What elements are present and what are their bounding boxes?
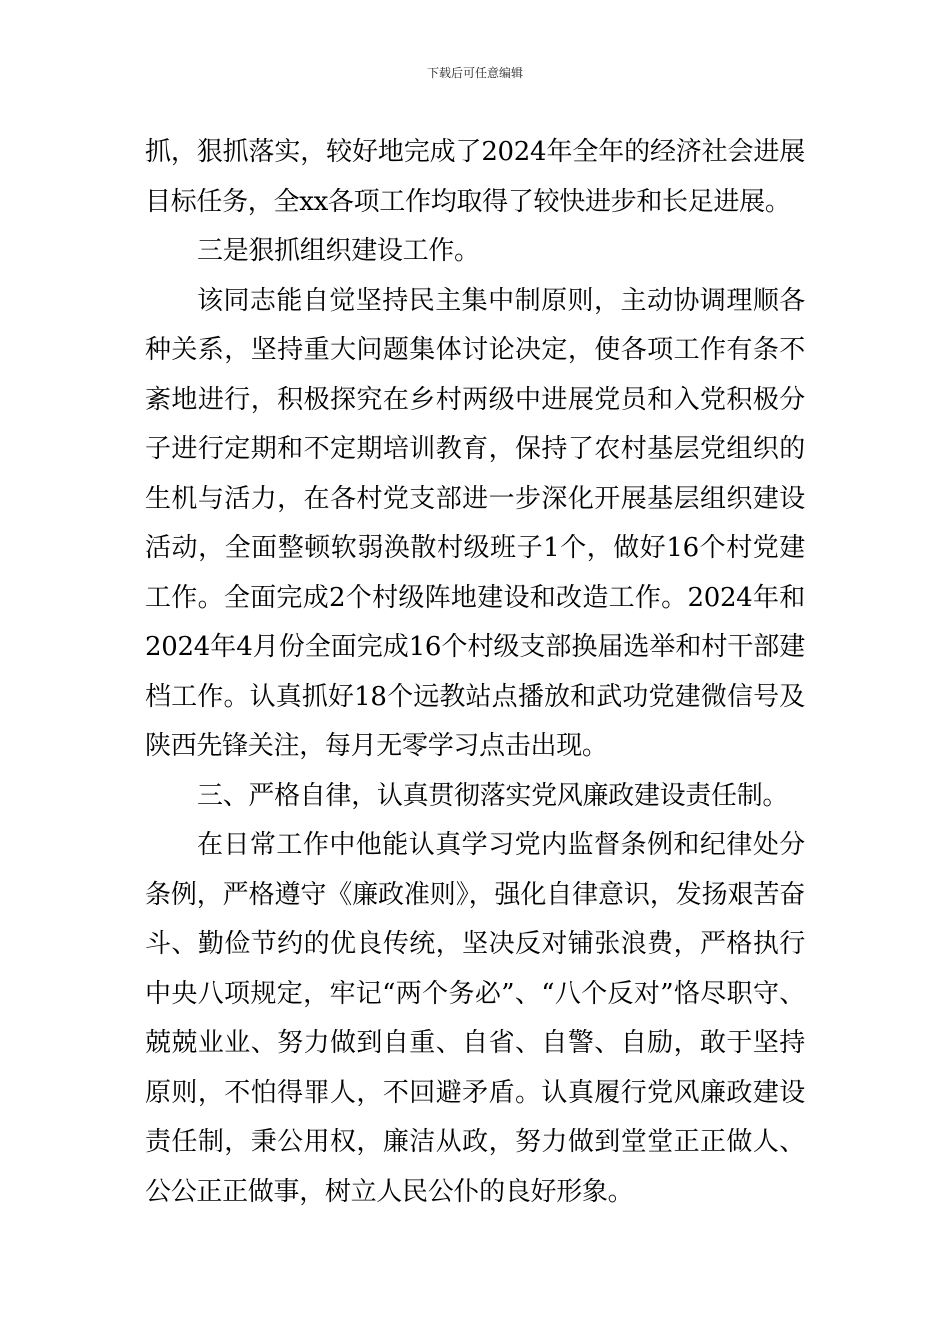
paragraph-5: 在日常工作中他能认真学习党内监督条例和纪律处分条例，严格遵守《廉政准则》，强化自律意识，发扬艰苦奋斗、勤俭节约的优良传统，坚决反对铺张浪费，严格执行中央八项规定，牢记“两个务必”、“八个反对”恪尽职守、兢兢业业、努力做到自重、自省、自警、自励，敢于坚持原则，不怕得罪人，不回避矛盾。认真履行党风廉政建设责任制，秉公用权，廉洁从政，努力做到堂堂正正做人、公公正正做事，树立人民公仆的良好形象。	[145, 830, 805, 1207]
document-body	[145, 128, 805, 1217]
paragraph-1: 抓，狠抓落实，较好地完成了2024年全年的经济社会进展目标任务，全xx各项工作均取得了较快进步和长足进展。	[145, 137, 805, 217]
page-header-note: 下载后可任意编辑	[426, 66, 523, 80]
paragraph-4-heading: 三、严格自律，认真贯彻落实党风廉政建设责任制。	[197, 780, 789, 811]
paragraph-2-heading: 三是狠抓组织建设工作。	[197, 236, 480, 266]
paragraph-3: 该同志能自觉坚持民主集中制原则，主动协调理顺各种关系，坚持重大问题集体讨论决定，使各项工作有条不紊地进行，积极探究在乡村两级中进展党员和入党积极分子进行定期和不定期培训教育，保持了农村基层党组织的生机与活力，在各村党支部进一步深化开展基层组织建设活动，全面整顿软弱涣散村级班子1个，做好16个村党建工作。全面完成2个村级阵地建设和改造工作。2024年和2024年4月份全面完成16个村级支部换届选举和村干部建档工作。认真抓好18个远教站点播放和武功党建微信号及陕西先锋关注，每月无零学习点击出现。	[145, 285, 805, 761]
